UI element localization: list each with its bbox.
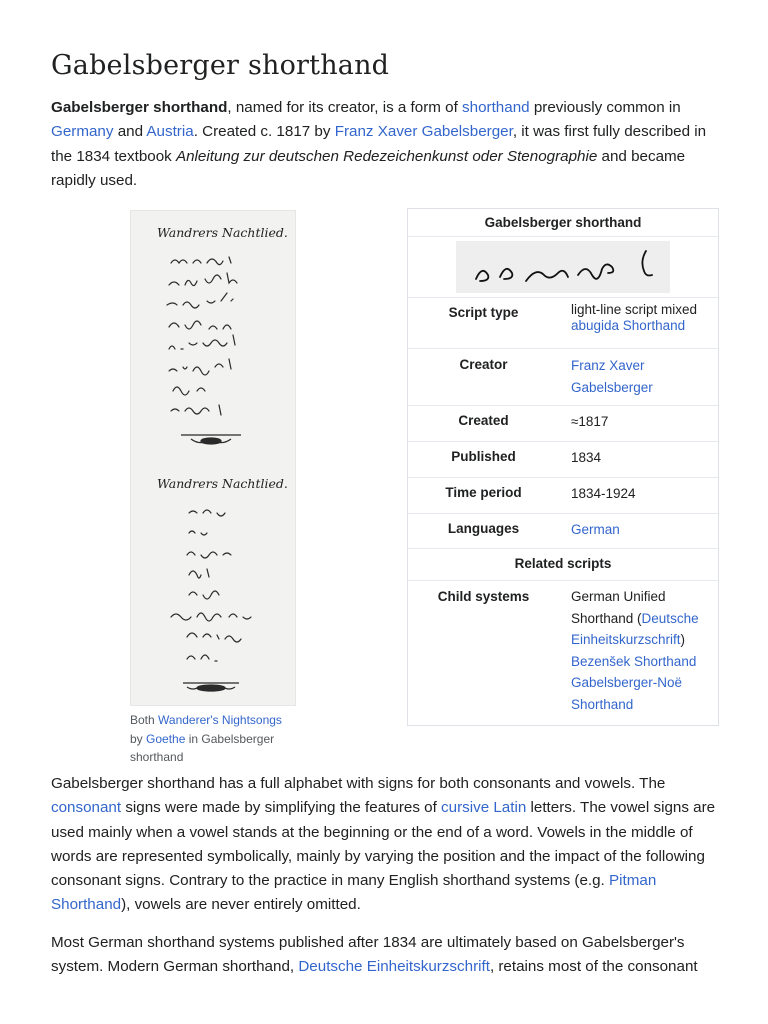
caption-text: in Gabelsberger shorthand — [130, 731, 275, 764]
infobox-title-row — [408, 209, 718, 236]
link-creator-infobox[interactable]: Franz Xaver Gabelsberger — [571, 358, 653, 395]
shorthand-figure — [130, 210, 296, 767]
row-value — [563, 514, 718, 548]
intro-text: . Created c. 1817 by — [193, 123, 335, 141]
intro-text: previously common in — [529, 99, 681, 116]
figure-caption — [130, 711, 296, 767]
infobox-related-row — [408, 548, 718, 580]
link-gabelsberger-noe[interactable]: Gabelsberger-Noë Shorthand — [571, 675, 683, 712]
infobox-row-script-type — [408, 297, 718, 348]
value-text: ) — [680, 632, 686, 647]
infobox-row-languages — [408, 513, 718, 548]
systems-paragraph — [51, 931, 721, 980]
row-value — [563, 478, 718, 513]
link-abugida[interactable]: abugida Shorthand — [571, 318, 686, 333]
row-value — [563, 581, 718, 725]
ornament-1 — [181, 435, 241, 444]
shorthand-lines-2 — [171, 510, 251, 661]
body-text: Most German shorthand systems published after 1834 are ultimately based on Gabelsberger's system. Modern German shorthand, — [51, 934, 685, 976]
body-text: Gabelsberger shorthand has a full alphabet with signs for both consonants and vowels. The — [51, 775, 666, 792]
intro-text: , it was first fully described in the 1834 textbook — [51, 123, 707, 165]
row-label: Script type — [448, 305, 519, 320]
row-label: Time period — [445, 485, 522, 500]
manuscript-drawing — [131, 211, 295, 705]
row-label: Published — [451, 449, 516, 464]
link-german[interactable]: German — [571, 522, 620, 537]
link-austria[interactable]: Austria — [146, 123, 194, 141]
value-text: 1834-1924 — [571, 486, 636, 501]
link-shorthand[interactable]: shorthand — [462, 99, 530, 116]
infobox-row-child-systems — [408, 580, 718, 725]
link-pitman[interactable]: Pitman Shorthand — [51, 872, 657, 914]
infobox-sample-row — [408, 236, 718, 297]
link-consonant[interactable]: consonant — [51, 799, 122, 817]
link-germany[interactable]: Germany — [51, 123, 114, 141]
row-value — [563, 298, 718, 348]
body-text: letters. The vowel signs are used mainly when a vowel stands at the beginning or the end of a word. Vowels in the middle of words are represented symbolically, mainly by varying the position and the impact of the following consonant signs. Contrary to the practice in many English shorthand systems (e.g. — [51, 799, 716, 890]
infobox-row-creator — [408, 348, 718, 405]
infobox-row-time-period — [408, 477, 718, 513]
body-text: , retains most of the consonant — [489, 958, 698, 976]
caption-text: by — [130, 731, 147, 746]
infobox-row-published — [408, 441, 718, 477]
intro-paragraph — [51, 96, 721, 193]
link-deutsche-infobox[interactable]: Deutsche Einheitskurzschrift — [571, 610, 699, 647]
page-title: Gabelsberger shorthand — [51, 50, 390, 81]
intro-text: and became rapidly used. — [51, 147, 686, 189]
body-text: signs were made by simplifying the features of — [121, 799, 442, 817]
link-nightsongs[interactable]: Wanderer's Nightsongs — [158, 713, 282, 727]
image-heading: Wandrers Nachtlied. — [157, 476, 288, 491]
alphabet-paragraph — [51, 772, 721, 918]
value-text: German Unified Shorthand ( — [571, 589, 666, 626]
shorthand-manuscript-image[interactable] — [130, 210, 296, 706]
shorthand-lines-1 — [167, 257, 237, 415]
row-label: Created — [458, 413, 509, 428]
row-value — [563, 442, 718, 477]
infobox — [407, 208, 719, 726]
row-label: Creator — [459, 357, 508, 372]
bold-term: Gabelsberger shorthand — [51, 99, 228, 116]
link-deutsche-einheitskurzschrift[interactable]: Deutsche Einheitskurzschrift — [298, 958, 490, 976]
value-text: 1834 — [571, 450, 602, 465]
infobox-row-created — [408, 405, 718, 441]
value-text: ≈1817 — [571, 414, 609, 429]
infobox-title: Gabelsberger shorthand — [484, 215, 642, 230]
intro-text: , named for its creator, is a form of — [227, 99, 463, 116]
row-label: Child systems — [437, 589, 530, 604]
row-label: Languages — [447, 521, 520, 536]
link-bezensek[interactable]: Bezenšek Shorthand — [571, 653, 697, 669]
shorthand-sample-image[interactable] — [456, 241, 670, 293]
body-text: ), vowels are never entirely omitted. — [121, 896, 361, 914]
caption-text: Both — [130, 713, 159, 727]
value-text: light-line script mixed — [571, 302, 698, 317]
intro-text: and — [113, 123, 147, 141]
related-scripts-header: Related scripts — [514, 556, 612, 571]
link-creator[interactable]: Franz Xaver Gabelsberger — [334, 123, 513, 141]
row-value — [563, 406, 718, 441]
row-value — [563, 349, 718, 405]
book-title: Anleitung zur deutschen Redezeichenkunst oder Stenographie — [175, 147, 598, 165]
link-cursive-latin[interactable]: cursive Latin — [441, 799, 527, 817]
link-goethe[interactable]: Goethe — [146, 731, 186, 746]
ornament-2 — [183, 683, 239, 691]
sample-container — [408, 237, 718, 297]
image-heading: Wandrers Nachtlied. — [157, 225, 288, 240]
